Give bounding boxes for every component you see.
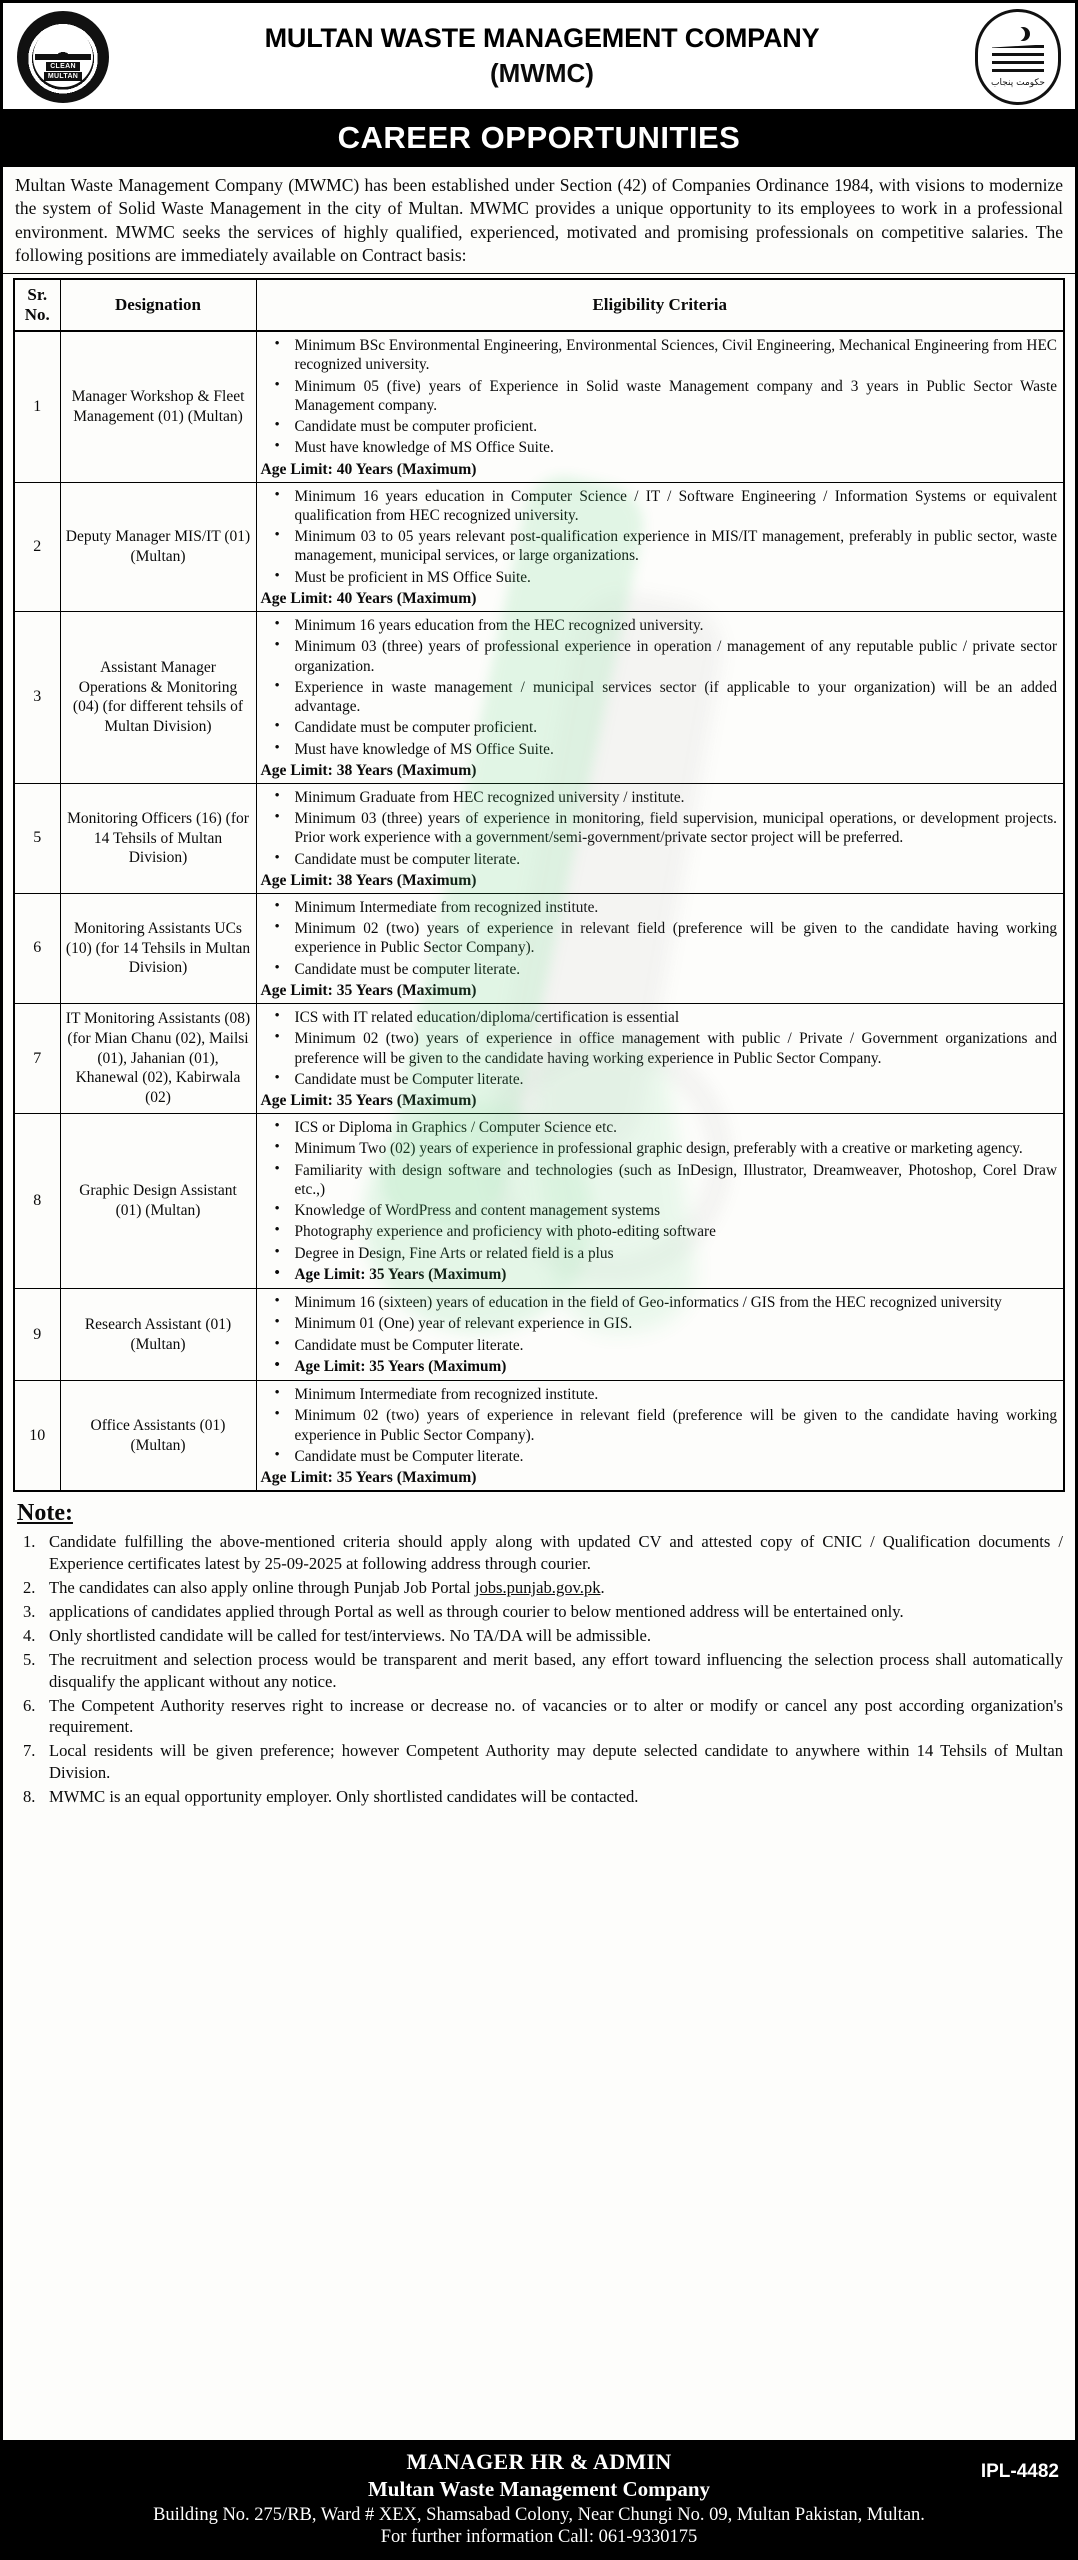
criteria-item: • Candidate must be Computer literate. [267,1070,1058,1089]
criteria-item: • Minimum 03 (three) years of experience in monitoring, field supervision, municipal operations, or development projects. Prior work experience with a government/semi-government/private sector project will be preferred. [267,809,1058,848]
cell-sr-no: 7 [14,1003,60,1113]
table-row [14,1114,1064,1289]
criteria-item: • Minimum 02 (two) years of experience in office management with public / Private / Government organizations and preference will be given to the candidate having working experience in Public Sector Company. [267,1029,1058,1068]
criteria-item: • Minimum 03 to 05 years relevant post-qualification experience in MIS/IT management, preferably in public sector, waste management, municipal services, or large organizations. [267,527,1058,566]
criteria-item: • Candidate must be computer literate. [267,960,1058,979]
table-row [14,1289,1064,1381]
criteria-item: • Minimum 03 (three) years of professional experience in operation / management of any reputable public / private sector organization. [267,637,1058,676]
criteria-item: • Minimum Intermediate from recognized institute. [267,898,1058,917]
cell-sr-no: 5 [14,783,60,893]
age-limit: Age Limit: 38 Years (Maximum) [260,761,477,779]
age-limit: • Age Limit: 35 Years (Maximum) [267,1357,1058,1376]
col-header-eligibility: Eligibility Criteria [256,279,1064,331]
cell-designation: IT Monitoring Assistants (08) (for Mian Chanu (02), Mailsi (01), Jahanian (01), Khanewal (02), Kabirwala (02) [60,1003,256,1113]
table-row [14,783,1064,893]
cell-eligibility [256,1381,1064,1492]
criteria-item: • ICS with IT related education/diploma/certification is essential [267,1008,1058,1027]
table-row [14,1003,1064,1113]
note-list [15,1531,1063,1807]
age-limit: Age Limit: 35 Years (Maximum) [260,1092,477,1110]
criteria-item: • Photography experience and proficiency with photo-editing software [267,1222,1058,1241]
clean-multan-seal-icon [17,11,109,103]
table-row [14,893,1064,1003]
cell-sr-no: 6 [14,893,60,1003]
table-row [14,482,1064,611]
age-limit: Age Limit: 35 Years (Maximum) [260,1469,477,1487]
company-abbreviation: (MWMC) [490,58,594,89]
criteria-item: • Minimum 02 (two) years of experience in relevant field (preference will be given to the candidate having working experience in Public Sector Company). [267,1406,1058,1445]
criteria-item: • Candidate must be Computer literate. [267,1336,1058,1355]
title-block [109,23,975,91]
criteria-item: • Minimum 02 (two) years of experience in relevant field (preference will be given to the candidate having working experience in Public Sector Company). [267,919,1058,958]
criteria-item: • Candidate must be computer proficient. [267,718,1058,737]
table-row [14,331,1064,482]
note-heading: Note: [17,1500,73,1527]
cell-designation: Graphic Design Assistant (01) (Multan) [60,1114,256,1289]
cell-designation: Assistant Manager Operations & Monitoring (04) (for different tehsils of Multan Division) [60,611,256,783]
criteria-list [259,616,1058,759]
table-row [14,1381,1064,1492]
cell-designation: Monitoring Officers (16) (for 14 Tehsils of Multan Division) [60,783,256,893]
note-item: Only shortlisted candidate will be called for test/interviews. No TA/DA will be admissible. [49,1626,652,1646]
criteria-item: • Candidate must be computer proficient. [267,417,1058,436]
criteria-item: • Minimum 05 (five) years of Experience in Solid waste Management company and 3 years in Public Sector Waste Management company. [267,377,1058,416]
criteria-item: • Minimum 16 years education in Computer Science / IT / Software Engineering / Information Systems or equivalent qualification from HEC recognized university. [267,487,1058,526]
company-name: MULTAN WASTE MANAGEMENT COMPANY [264,23,820,54]
jobs-table-wrapper [3,274,1075,1492]
punjab-emblem-icon [975,9,1061,105]
seal-line2: MULTAN [44,72,82,81]
criteria-item: • Candidate must be Computer literate. [267,1447,1058,1466]
cell-sr-no: 2 [14,482,60,611]
cell-eligibility [256,482,1064,611]
seal-line1: CLEAN [46,62,80,71]
note-item: Local residents will be given preference; however Competent Authority may depute selected candidate to anywhere within 14 Tehsils of Multan Division. [49,1741,1063,1782]
criteria-item: • Minimum BSc Environmental Engineering, Environmental Sciences, Civil Engineering, Mechanical Engineering from HEC recognized university. [267,336,1058,375]
cell-eligibility [256,893,1064,1003]
age-limit: Age Limit: 38 Years (Maximum) [260,871,477,889]
note-item: MWMC is an equal opportunity employer. Only shortlisted candidates will be contacted. [49,1786,639,1806]
punjab-job-portal-link[interactable]: jobs.punjab.gov.pk [474,1577,601,1597]
note-item: The candidates can also apply online through Punjab Job Portal jobs.punjab.gov.pk. [49,1577,605,1597]
age-limit: • Age Limit: 35 Years (Maximum) [267,1265,1058,1284]
criteria-item: • Minimum 16 years education from the HEC recognized university. [267,616,1058,635]
introduction-paragraph: Multan Waste Management Company (MWMC) has been established under Section (42) of Companies Ordinance 1984, with visions to modernize the system of Solid Waste Management in the city of Multan. MWMC provides a unique opportunity to its employees to work in a professional environment. MWMC seeks the services of highly qualified, experienced, motivated and promising professionals on competitive salaries. The following positions are immediately available on Contract basis: [3,167,1075,274]
criteria-item: • Knowledge of WordPress and content management systems [267,1201,1058,1220]
cell-eligibility [256,1289,1064,1381]
age-limit: Age Limit: 40 Years (Maximum) [260,460,477,478]
jobs-table [13,278,1065,1492]
criteria-list [259,336,1058,458]
table-header-row [14,279,1064,331]
criteria-list [259,1008,1058,1089]
cell-designation: Deputy Manager MIS/IT (01) (Multan) [60,482,256,611]
criteria-item: • ICS or Diploma in Graphics / Computer Science etc. [267,1118,1058,1137]
punjab-govt-logo [975,9,1061,105]
footer [3,2440,1075,2557]
criteria-item: • Must have knowledge of MS Office Suite. [267,438,1058,457]
criteria-item: • Experience in waste management / municipal services sector (if applicable to your organization) will be an added advantage. [267,678,1058,717]
col-header-designation: Designation [60,279,256,331]
note-item: applications of candidates applied through Portal as well as through courier to below mentioned address will be entertained only. [49,1601,904,1621]
age-limit: Age Limit: 35 Years (Maximum) [260,981,477,999]
cell-eligibility [256,611,1064,783]
criteria-list [259,1385,1058,1466]
age-limit: Age Limit: 40 Years (Maximum) [260,589,477,607]
criteria-item: • Minimum Intermediate from recognized institute. [267,1385,1058,1404]
masthead [3,3,1075,111]
cell-eligibility [256,1003,1064,1113]
criteria-item: • Degree in Design, Fine Arts or related field is a plus [267,1244,1058,1263]
cell-eligibility [256,1114,1064,1289]
punjab-emblem-caption: حکومت پنجاب [991,77,1045,88]
criteria-item: • Minimum 01 (One) year of relevant experience in GIS. [267,1314,1058,1333]
cell-sr-no: 10 [14,1381,60,1492]
note-section [3,1492,1075,1812]
cell-designation: Research Assistant (01) (Multan) [60,1289,256,1381]
cell-eligibility [256,783,1064,893]
cell-sr-no: 3 [14,611,60,783]
table-row [14,611,1064,783]
cell-sr-no: 9 [14,1289,60,1381]
criteria-list [259,898,1058,979]
cell-designation: Monitoring Assistants UCs (10) (for 14 Tehsils in Multan Division) [60,893,256,1003]
criteria-item: • Minimum 16 (sixteen) years of education in the field of Geo-informatics / GIS from the HEC recognized university [267,1293,1058,1312]
criteria-list [259,1293,1058,1376]
cell-sr-no: 1 [14,331,60,482]
criteria-list [259,788,1058,869]
footer-address: Building No. 275/RB, Ward # XEX, Shamsabad Colony, Near Chungi No. 09, Multan Pakistan, Multan. [153,2505,925,2525]
criteria-item: • Must have knowledge of MS Office Suite. [267,740,1058,759]
criteria-item: • Familiarity with design software and technologies (such as InDesign, Illustrator, Dreamweaver, Photoshop, Corel Draw etc.,) [267,1161,1058,1200]
mwmc-logo [17,11,109,103]
footer-title: MANAGER HR & ADMIN [406,2449,672,2474]
criteria-list [259,1118,1058,1284]
criteria-item: • Minimum Two (02) years of experience in professional graphic design, preferably with a creative or marketing agency. [267,1139,1058,1158]
criteria-item: • Must be proficient in MS Office Suite. [267,568,1058,587]
footer-company: Multan Waste Management Company [367,2477,711,2501]
criteria-list [259,487,1058,587]
cell-designation: Office Assistants (01) (Multan) [60,1381,256,1492]
criteria-item: • Minimum Graduate from HEC recognized university / institute. [267,788,1058,807]
note-item: Candidate fulfilling the above-mentioned criteria should apply along with updated CV and attested copy of CNIC / Qualification documents / Experience certificates latest by 25-09-2025 at following address through courier. [49,1532,1063,1573]
footer-phone: For further information Call: 061-9330175 [380,2527,698,2547]
col-header-sr-no: Sr. No. [14,279,60,331]
reference-number: IPL-4482 [980,2461,1059,2482]
note-item: The Competent Authority reserves right to increase or decrease no. of vacancies or to alter or modify or cancel any post according organization's requirement. [49,1695,1063,1737]
cell-eligibility [256,331,1064,482]
criteria-item: • Candidate must be computer literate. [267,850,1058,869]
note-item: The recruitment and selection process would be transparent and merit based, any effort toward influencing the selection process shall automatically disqualify the applicant without any notice. [49,1650,1063,1691]
career-opportunities-banner: CAREER OPPORTUNITIES [3,111,1075,167]
cell-designation: Manager Workshop & Fleet Management (01) (Multan) [60,331,256,482]
cell-sr-no: 8 [14,1114,60,1289]
